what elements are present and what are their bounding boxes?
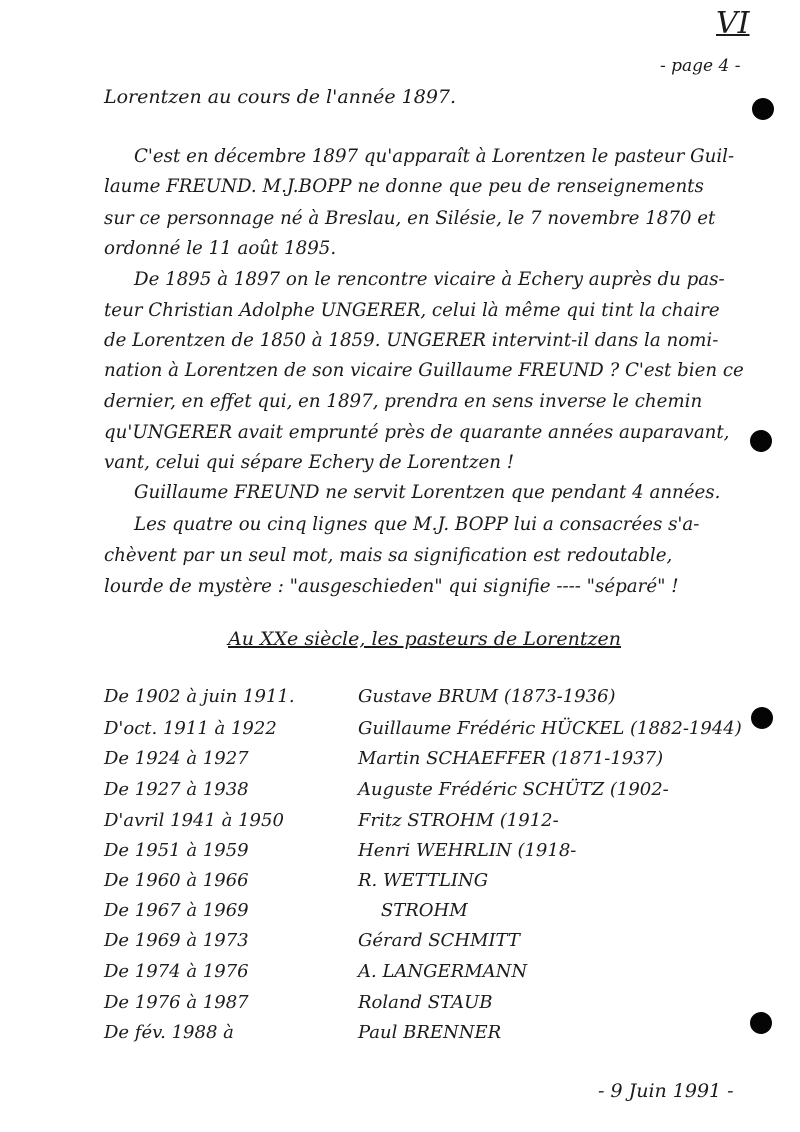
section-title: Au XXe siècle, les pasteurs de Lorentzen — [228, 628, 621, 650]
pastor-row — [0, 961, 800, 991]
pastor-row — [0, 810, 800, 840]
pastor-name: Guillaume Frédéric HÜCKEL (1882-1944) — [358, 718, 742, 739]
pastor-name: Gustave BRUM (1873-1936) — [358, 686, 616, 707]
paragraph-1-line-3: sur ce personnage né à Breslau, en Silésie, le 7 novembre 1870 et — [104, 208, 716, 229]
punch-hole-icon — [751, 707, 773, 729]
pastor-row — [0, 748, 800, 778]
pastor-name: A. LANGERMANN — [358, 961, 528, 982]
pastor-name: Paul BRENNER — [358, 1022, 502, 1043]
intro-line: Lorentzen au cours de l'année 1897. — [104, 86, 457, 108]
pastor-period: De 1960 à 1966 — [104, 870, 249, 891]
pastor-row — [0, 900, 800, 930]
paragraph-3-line-2: Les quatre ou cinq lignes que M.J. BOPP lui a consacrées s'a- — [134, 514, 700, 535]
pastor-name: Fritz STROHM (1912- — [358, 810, 559, 831]
pastor-period: D'avril 1941 à 1950 — [104, 810, 284, 831]
paragraph-2-line-4: nation à Lorentzen de son vicaire Guillaume FREUND ? C'est bien ce — [104, 360, 744, 381]
pastor-period: De 1951 à 1959 — [104, 840, 249, 861]
pastor-row — [0, 870, 800, 900]
pastor-period: De fév. 1988 à — [104, 1022, 234, 1043]
paragraph-1-line-2: laume FREUND. M.J.BOPP ne donne que peu de renseignements — [104, 176, 704, 197]
pastor-name: Gérard SCHMITT — [358, 930, 520, 951]
paragraph-3-line-3: chèvent par un seul mot, mais sa signification est redoutable, — [104, 545, 673, 566]
paragraph-2-line-7: vant, celui qui sépare Echery de Lorentzen ! — [104, 452, 515, 473]
pastor-row — [0, 779, 800, 809]
pastor-name: Henri WEHRLIN (1918- — [358, 840, 577, 861]
pastor-name: Roland STAUB — [358, 992, 493, 1013]
pastor-name: Martin SCHAEFFER (1871-1937) — [358, 748, 664, 769]
paragraph-1-line-4: ordonné le 11 août 1895. — [104, 238, 337, 259]
pastor-period: De 1974 à 1976 — [104, 961, 249, 982]
pastor-period: De 1924 à 1927 — [104, 748, 249, 769]
pastor-name: R. WETTLING — [358, 870, 489, 891]
pastor-row — [0, 686, 800, 716]
footer-date: - 9 Juin 1991 - — [598, 1080, 734, 1102]
pastor-row — [0, 840, 800, 870]
paragraph-2-line-6: qu'UNGERER avait emprunté près de quarante années auparavant, — [104, 422, 730, 443]
punch-hole-icon — [752, 98, 774, 120]
paragraph-1-line-1: C'est en décembre 1897 qu'apparaît à Lorentzen le pasteur Guil- — [134, 146, 735, 167]
pastor-name: STROHM — [358, 900, 468, 921]
pastor-name: Auguste Frédéric SCHÜTZ (1902- — [358, 779, 669, 800]
pastor-row — [0, 930, 800, 960]
paragraph-2-line-5: dernier, en effet qui, en 1897, prendra en sens inverse le chemin — [104, 391, 703, 412]
pastor-row — [0, 1022, 800, 1052]
paragraph-3-line-1: Guillaume FREUND ne servit Lorentzen que pendant 4 années. — [134, 482, 721, 503]
page-label: - page 4 - — [660, 56, 741, 76]
pastor-period: De 1976 à 1987 — [104, 992, 249, 1013]
punch-hole-icon — [750, 1012, 772, 1034]
roman-numeral: VI — [716, 6, 750, 41]
pastor-period: De 1927 à 1938 — [104, 779, 249, 800]
pastor-period: De 1969 à 1973 — [104, 930, 249, 951]
paragraph-3-line-4: lourde de mystère : "ausgeschieden" qui signifie ---- "séparé" ! — [104, 576, 679, 597]
pastor-period: De 1902 à juin 1911. — [104, 686, 295, 707]
pastor-row — [0, 718, 800, 748]
paragraph-2-line-2: teur Christian Adolphe UNGERER, celui là même qui tint la chaire — [104, 300, 720, 321]
punch-hole-icon — [750, 430, 772, 452]
paragraph-2-line-3: de Lorentzen de 1850 à 1859. UNGERER intervint-il dans la nomi- — [104, 330, 719, 351]
pastor-row — [0, 992, 800, 1022]
paragraph-2-line-1: De 1895 à 1897 on le rencontre vicaire à Echery auprès du pas- — [134, 269, 725, 290]
pastor-period: De 1967 à 1969 — [104, 900, 249, 921]
pastor-period: D'oct. 1911 à 1922 — [104, 718, 277, 739]
